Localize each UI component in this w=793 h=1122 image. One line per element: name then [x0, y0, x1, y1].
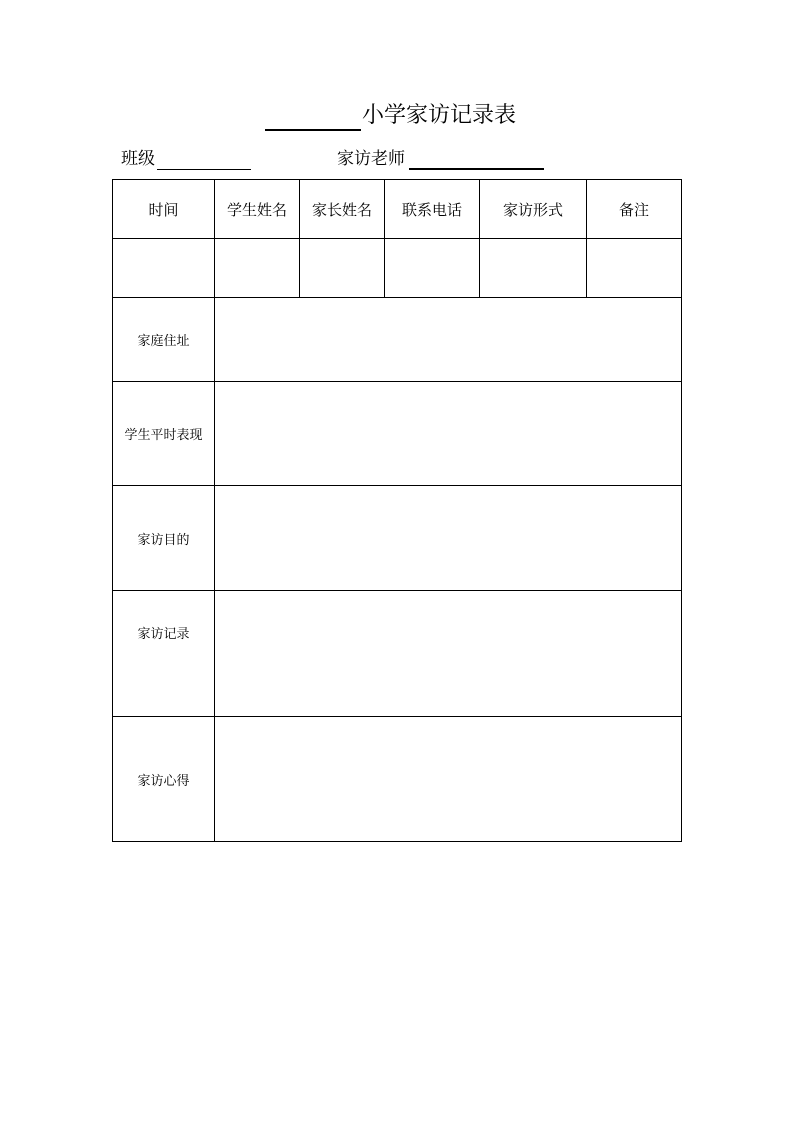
- reflection-label: 家访心得: [113, 717, 215, 842]
- performance-field[interactable]: [215, 382, 682, 486]
- purpose-field[interactable]: [215, 486, 682, 591]
- column-header-phone: 联系电话: [385, 180, 480, 239]
- address-label: 家庭住址: [113, 298, 215, 382]
- reflection-field[interactable]: [215, 717, 682, 842]
- column-header-parent-name: 家长姓名: [300, 180, 385, 239]
- performance-label: 学生平时表现: [113, 382, 215, 486]
- address-row: [113, 298, 682, 382]
- teacher-field[interactable]: [409, 168, 544, 170]
- remarks-cell[interactable]: [587, 239, 682, 298]
- visit-record-table: [112, 179, 682, 842]
- table-header-row: [113, 180, 682, 239]
- class-label: 班级: [121, 149, 155, 169]
- parent-name-cell[interactable]: [300, 239, 385, 298]
- column-header-visit-form: 家访形式: [480, 180, 587, 239]
- phone-cell[interactable]: [385, 239, 480, 298]
- column-header-student-name: 学生姓名: [215, 180, 300, 239]
- reflection-row: [113, 717, 682, 842]
- class-field[interactable]: [157, 169, 251, 170]
- purpose-label: 家访目的: [113, 486, 215, 591]
- page-title: 小学家访记录表: [362, 103, 517, 128]
- title-area: [0, 100, 793, 134]
- column-header-remarks: 备注: [587, 180, 682, 239]
- meta-row: [0, 145, 793, 175]
- table-entry-row: [113, 239, 682, 298]
- school-name-blank[interactable]: [265, 129, 361, 131]
- time-cell[interactable]: [113, 239, 215, 298]
- address-field[interactable]: [215, 298, 682, 382]
- record-row: [113, 591, 682, 717]
- performance-row: [113, 382, 682, 486]
- student-name-cell[interactable]: [215, 239, 300, 298]
- record-field[interactable]: [215, 591, 682, 717]
- record-label: 家访记录: [113, 591, 215, 717]
- column-header-time: 时间: [113, 180, 215, 239]
- purpose-row: [113, 486, 682, 591]
- visit-form-cell[interactable]: [480, 239, 587, 298]
- teacher-label: 家访老师: [337, 149, 405, 169]
